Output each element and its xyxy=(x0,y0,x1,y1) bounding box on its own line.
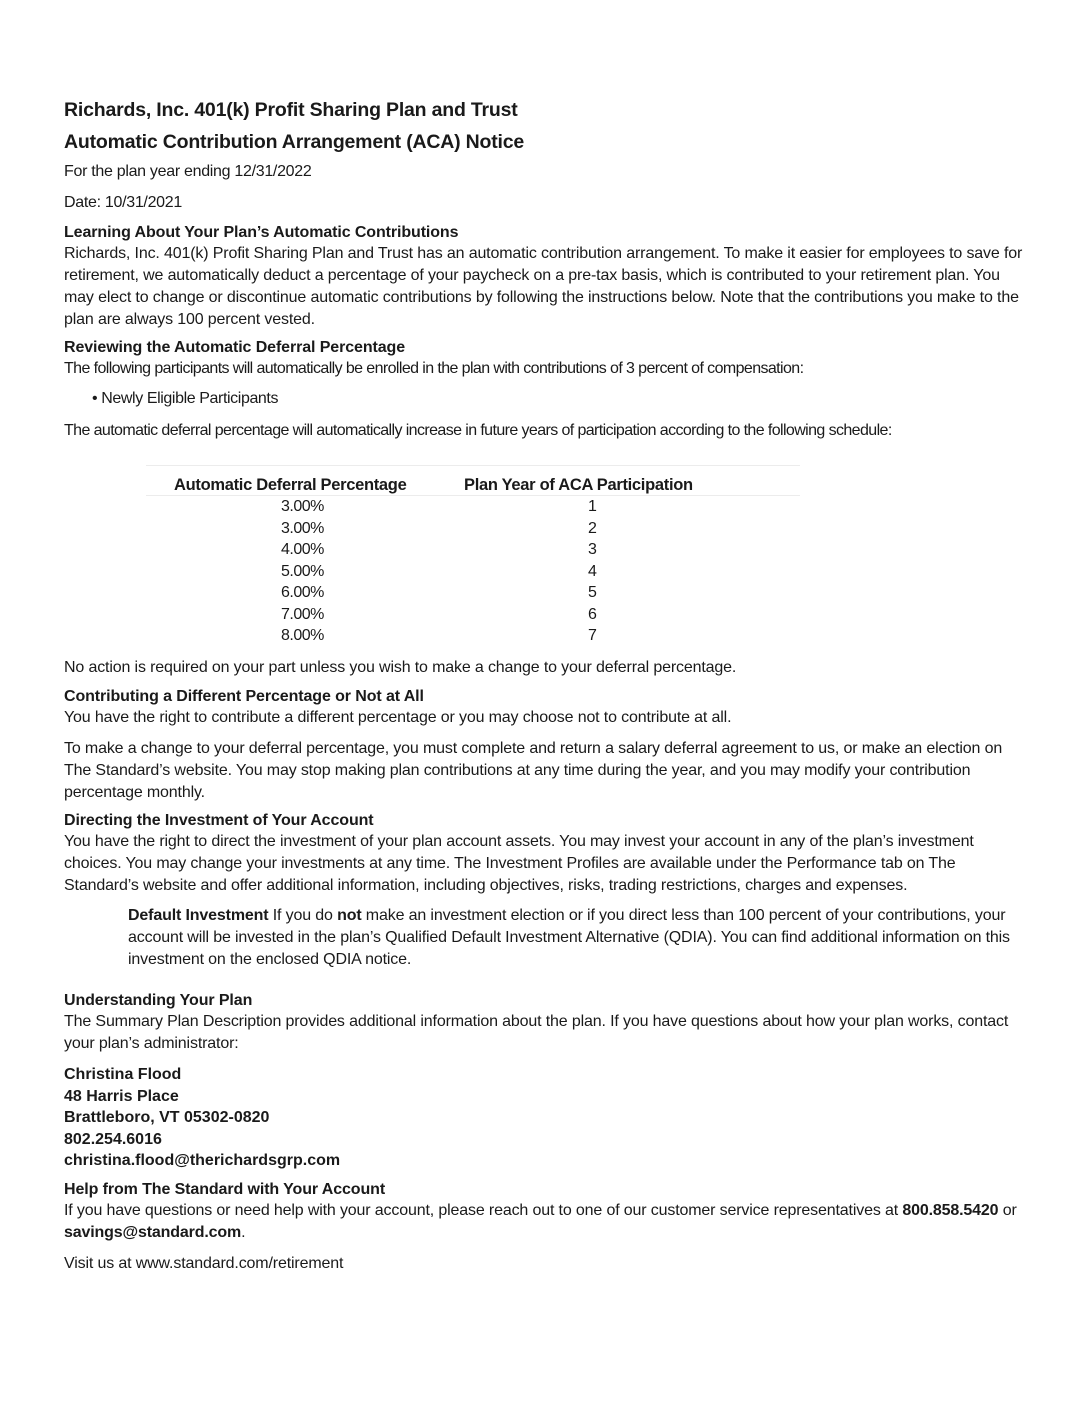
plan-year: 6 xyxy=(588,605,597,623)
notice-date: Date: 10/31/2021 xyxy=(64,194,182,211)
section-heading: Understanding Your Plan xyxy=(64,992,253,1009)
section-understanding xyxy=(64,991,1024,1172)
plan-year: 5 xyxy=(588,584,597,601)
help-email[interactable]: savings@standard.com xyxy=(64,1224,242,1241)
section-heading: Learning About Your Plan’s Automatic Contributions xyxy=(64,224,459,241)
table-row xyxy=(146,625,800,647)
help-text: . xyxy=(241,1224,246,1241)
section-reviewing xyxy=(64,338,1024,442)
note-emphasis: not xyxy=(337,907,362,924)
section-body xyxy=(64,1200,1024,1244)
deferral-percentage: 7.00% xyxy=(281,605,324,623)
note-text: If you do xyxy=(268,907,338,924)
section-learning xyxy=(64,223,1024,331)
section-heading: Contributing a Different Percentage or Not at All xyxy=(64,688,424,705)
deferral-schedule-table xyxy=(146,465,800,647)
column-header: Automatic Deferral Percentage xyxy=(146,466,464,496)
section-body: The following participants will automatically be enrolled in the plan with contributions of 3 percent of compensation: xyxy=(64,360,804,377)
table-row xyxy=(146,604,800,626)
contact-name: Christina Flood xyxy=(64,1066,182,1083)
document-title: Richards, Inc. 401(k) Profit Sharing Plan and Trust xyxy=(64,99,518,121)
contact-address: 48 Harris Place xyxy=(64,1087,179,1105)
section-help xyxy=(64,1180,1024,1275)
column-header: Plan Year of ACA Participation xyxy=(464,466,800,496)
document-subtitle: Automatic Contribution Arrangement (ACA) Notice xyxy=(64,131,525,153)
section-body: Richards, Inc. 401(k) Profit Sharing Plan and Trust has an automatic contribution arrangement. To make it easier for employees to save for retirement, we automatically deduct a percentage of your paycheck on a pre-tax basis, which is contributed to your retirement plan. You may elect to change or discontinue automatic contributions by following the instructions below. Note that the contributions you make to the plan are always 100 percent vested. xyxy=(64,245,1023,328)
visit-link[interactable]: Visit us at www.standard.com/retirement xyxy=(64,1255,344,1272)
plan-year: 7 xyxy=(588,627,597,644)
section-body: You have the right to contribute a different percentage or you may choose not to contribute at all. xyxy=(64,709,732,726)
deferral-percentage: 4.00% xyxy=(281,541,324,558)
section-heading: Help from The Standard with Your Account xyxy=(64,1181,386,1198)
table-row xyxy=(146,561,800,583)
deferral-percentage: 5.00% xyxy=(281,562,324,580)
deferral-percentage: 6.00% xyxy=(281,584,324,601)
plan-year: 1 xyxy=(588,498,597,515)
plan-year: For the plan year ending 12/31/2022 xyxy=(64,163,312,180)
table-row xyxy=(146,518,800,540)
table-row xyxy=(146,582,800,604)
plan-year: 3 xyxy=(588,541,597,558)
contact-city: Brattleboro, VT 05302-0820 xyxy=(64,1109,270,1126)
schedule-intro: The automatic deferral percentage will automatically increase in future years of participation according to the following schedule: xyxy=(64,422,892,439)
administrator-contact xyxy=(64,1064,1024,1172)
table-row xyxy=(146,539,800,561)
section-heading: Directing the Investment of Your Account xyxy=(64,812,374,829)
section-heading: Reviewing the Automatic Deferral Percentage xyxy=(64,339,405,356)
default-investment-label: Default Investment xyxy=(128,907,269,924)
section-directing xyxy=(64,811,1024,971)
deferral-percentage: 3.00% xyxy=(281,498,324,515)
section-body: The Summary Plan Description provides additional information about the plan. If you have questions about how your plan works, contact your plan’s administrator: xyxy=(64,1013,1009,1052)
help-text: If you have questions or need help with your account, please reach out to one of our customer service representatives at xyxy=(64,1202,903,1219)
plan-year: 2 xyxy=(588,519,597,537)
table-row xyxy=(146,496,800,518)
note-text: make an investment election or if you direct less than 100 percent of your contributions, your account will be invested in the plan’s Qualified Default Investment Alternative (QDIA). You can find additional information on this investment on the enclosed QDIA notice. xyxy=(128,907,1010,968)
bullet-item: • Newly Eligible Participants xyxy=(92,390,279,407)
contact-phone: 802.254.6016 xyxy=(64,1130,162,1148)
default-investment-note xyxy=(64,905,1024,971)
contact-email[interactable]: christina.flood@therichardsgrp.com xyxy=(64,1152,341,1169)
help-phone: 800.858.5420 xyxy=(902,1202,999,1219)
help-text: or xyxy=(998,1202,1017,1219)
section-body: To make a change to your deferral percentage, you must complete and return a salary deferral agreement to us, or make an election on The Standard’s website. You may stop making plan contributions at any time during the year, and you may modify your contribution percentage monthly. xyxy=(64,740,1003,801)
deferral-percentage: 3.00% xyxy=(281,519,324,537)
deferral-percentage: 8.00% xyxy=(281,627,324,644)
table-header-row xyxy=(146,466,800,496)
no-action-note: No action is required on your part unless you wish to make a change to your deferral percentage. xyxy=(64,659,737,676)
section-contributing xyxy=(64,687,1024,804)
section-body: You have the right to direct the investment of your plan account assets. You may invest your account in any of the plan’s investment choices. You may change your investments at any time. The Investment Profiles are available under the Performance tab on The Standard’s website and offer additional information, including objectives, risks, trading restrictions, charges and expenses. xyxy=(64,833,974,894)
plan-year: 4 xyxy=(588,562,597,580)
